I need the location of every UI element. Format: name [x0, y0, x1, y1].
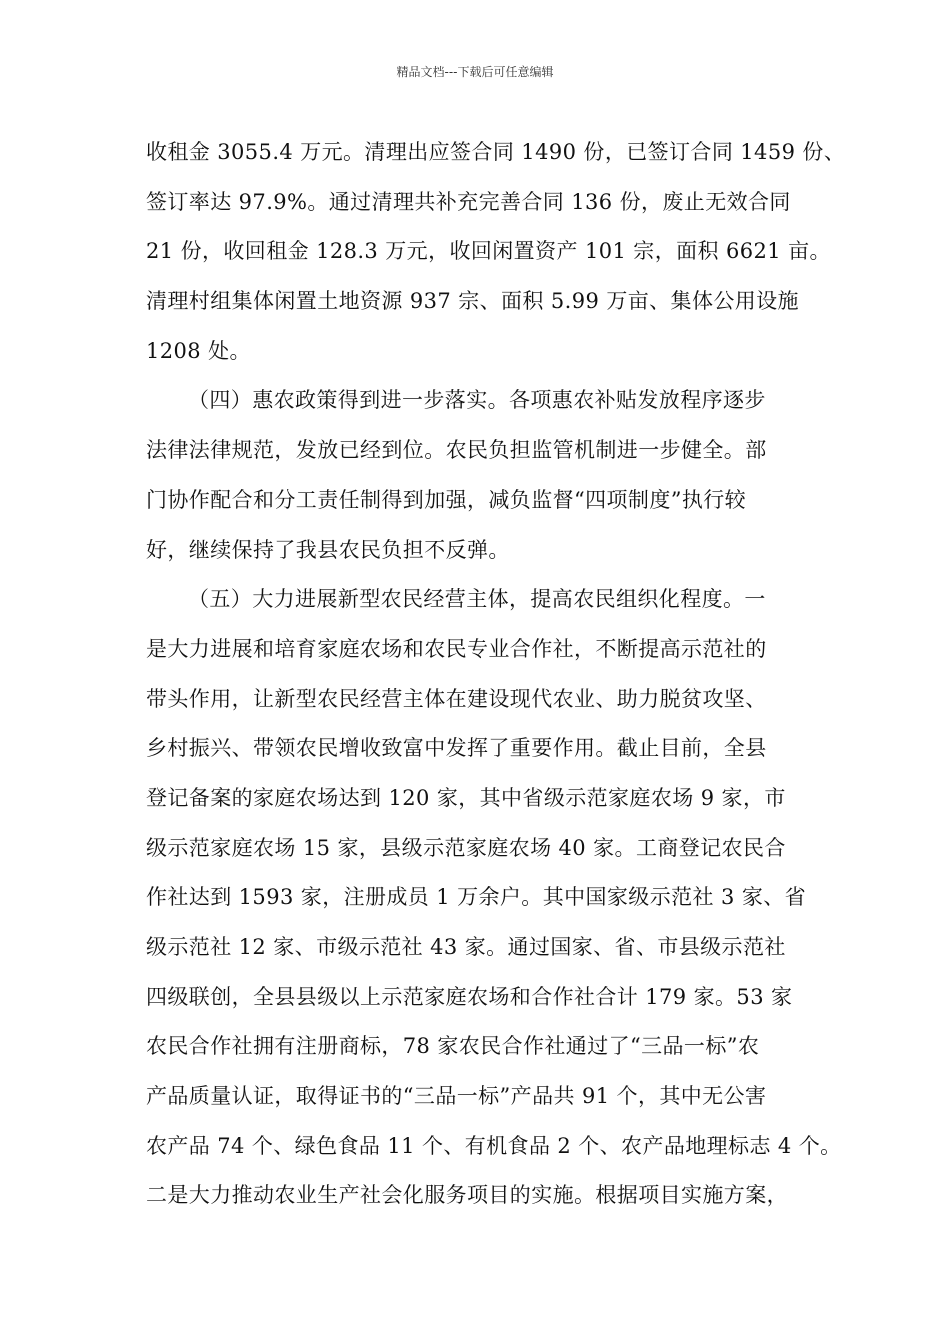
- text-line: （五）大力进展新型农民经营主体，提高农民组织化程度。一: [188, 587, 766, 612]
- text-line: 收租金 3055.4 万元。清理出应签合同 1490 份，已签订合同 1459 份、: [146, 140, 846, 164]
- text-line: 带头作用，让新型农民经营主体在建设现代农业、助力脱贫攻坚、: [146, 686, 767, 711]
- text-line: 农产品 74 个、绿色食品 11 个、有机食品 2 个、农产品地理标志 4 个。: [146, 1133, 842, 1158]
- text-line: 级示范家庭农场 15 家，县级示范家庭农场 40 家。工商登记农民合: [146, 835, 786, 860]
- text-line: 1208 处。: [146, 338, 251, 363]
- text-line: 级示范社 12 家、市级示范社 43 家。通过国家、省、市县级示范社: [146, 935, 786, 959]
- text-line: 产品质量认证，取得证书的“三品一标”产品共 91 个，其中无公害: [146, 1084, 767, 1109]
- text-line: （四）惠农政策得到进一步落实。各项惠农补贴发放程序逐步: [188, 388, 766, 413]
- text-line: 是大力进展和培育家庭农场和农民专业合作社，不断提高示范社的: [146, 636, 767, 661]
- text-line: 清理村组集体闲置土地资源 937 宗、面积 5.99 万亩、集体公用设施: [146, 289, 799, 314]
- text-line: 农民合作社拥有注册商标，78 家农民合作社通过了“三品一标”农: [146, 1034, 760, 1059]
- document-body: [146, 128, 846, 1221]
- text-line: 签订率达 97.9%。通过清理共补充完善合同 136 份，废止无效合同: [146, 189, 791, 214]
- text-line: 法律法律规范，发放已经到位。农民负担监管机制进一步健全。部: [146, 438, 767, 463]
- text-line: 二是大力推动农业生产社会化服务项目的实施。根据项目实施方案，: [146, 1183, 788, 1208]
- text-line: 乡村振兴、带领农民增收致富中发挥了重要作用。截止目前，全县: [146, 736, 767, 761]
- text-line: 作社达到 1593 家，注册成员 1 万余户。其中国家级示范社 3 家、省: [146, 885, 807, 910]
- text-line: 好，继续保持了我县农民负担不反弹。: [146, 537, 510, 562]
- text-line: 四级联创，全县县级以上示范家庭农场和合作社合计 179 家。53 家: [146, 984, 793, 1009]
- page-header: 精品文档---下载后可任意编辑: [396, 65, 554, 79]
- text-line: 登记备案的家庭农场达到 120 家，其中省级示范家庭农场 9 家，市: [146, 785, 786, 810]
- text-line: 21 份，收回租金 128.3 万元，收回闲置资产 101 宗，面积 6621 亩。: [146, 239, 831, 264]
- text-line: 门协作配合和分工责任制得到加强，减负监督“四项制度”执行较: [146, 487, 747, 512]
